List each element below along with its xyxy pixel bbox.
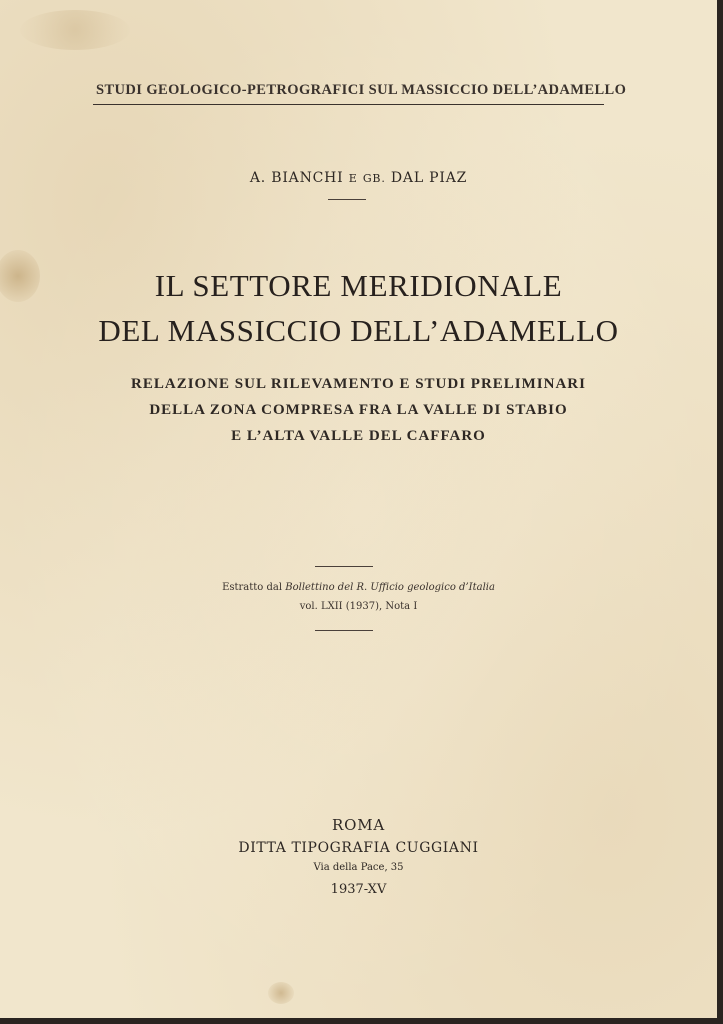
main-title-line-2: DEL MASSICCIO DELL’ADAMELLO (98, 313, 619, 348)
authors-divider (328, 199, 366, 200)
publication-year: 1937-XV (330, 882, 387, 897)
extract-source (0, 582, 717, 593)
authors-line (0, 170, 717, 186)
series-underline (93, 104, 604, 105)
series-title: STUDI GEOLOGICO-PETROGRAFICI SUL MASSICCIO DELL’ADAMELLO (96, 82, 627, 98)
publisher-name: DITTA TIPOGRAFIA CUGGIANI (238, 840, 479, 856)
authors-conjunction: E (348, 172, 358, 185)
author-second-prefix: GB. (362, 172, 386, 185)
author-second: DAL PIAZ (390, 170, 468, 186)
subtitle-line-3: E L’ALTA VALLE DEL CAFFARO (231, 428, 486, 444)
stain-mark (20, 10, 130, 50)
extract-divider-top (315, 566, 373, 567)
publisher-address: Via della Pace, 35 (313, 862, 404, 873)
main-title-line-1: IL SETTORE MERIDIONALE (154, 268, 563, 303)
publisher-city: ROMA (332, 816, 385, 834)
extract-divider-bottom (315, 630, 373, 631)
author-first: A. BIANCHI (249, 170, 344, 186)
extract-prefix: Estratto dal (222, 582, 283, 593)
subtitle-line-1: RELAZIONE SUL RILEVAMENTO E STUDI PRELIMINARI (131, 376, 586, 392)
extract-journal: Bollettino del R. Ufficio geologico d’Italia (285, 582, 495, 593)
stain-mark (268, 982, 294, 1004)
subtitle-line-2: DELLA ZONA COMPRESA FRA LA VALLE DI STABIO (149, 402, 568, 418)
extract-volume: vol. LXII (1937), Nota I (299, 601, 418, 612)
